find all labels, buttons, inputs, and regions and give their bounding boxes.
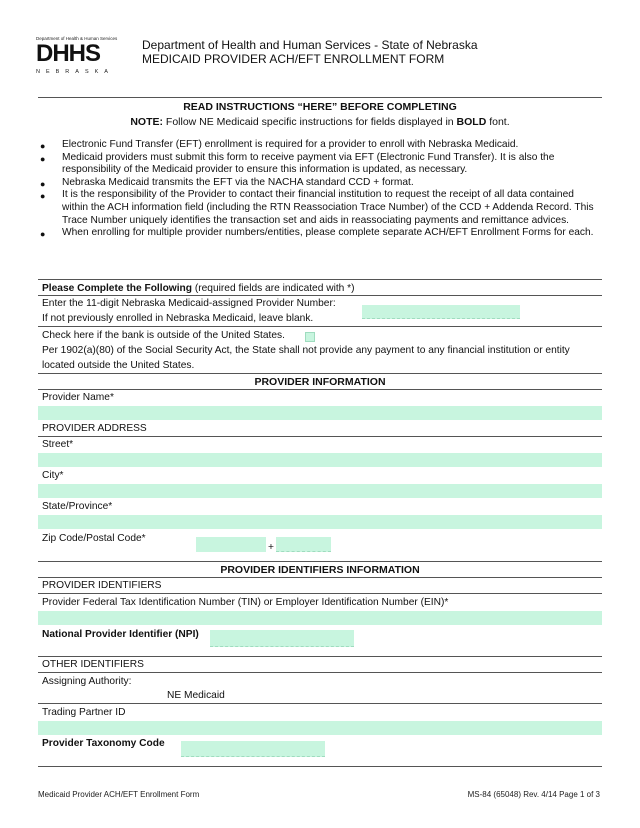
state-label: State/Province* (42, 501, 113, 512)
footer-form-name: Medicaid Provider ACH/EFT Enrollment Form (38, 790, 200, 799)
form-header (142, 38, 478, 66)
provider-address-heading: PROVIDER ADDRESS (42, 423, 147, 434)
other-identifiers-heading: OTHER IDENTIFIERS (42, 659, 144, 670)
tin-label: Provider Federal Tax Identification Number (TIN) or Employer Identification Number (EIN)* (42, 597, 449, 608)
complete-label-rest: (required fields are indicated with *) (192, 283, 355, 294)
list-item: ● Electronic Fund Transfer (EFT) enrollment is required for a provider to enroll with Nebraska Medicaid. (40, 139, 596, 152)
assigning-authority-label: Assigning Authority: (42, 676, 132, 687)
list-item: ● Medicaid providers must submit this form to receive payment via EFT (Electronic Fund Transfer). It is also the responsibility of the Medicaid provider to ensure this information is updated, as necessary. (40, 152, 596, 177)
city-label: City* (42, 470, 64, 481)
zip-label: Zip Code/Postal Code* (42, 533, 146, 544)
logo-state-text: NEBRASKA (36, 69, 114, 75)
tin-input[interactable] (38, 611, 602, 625)
provider-identifiers-heading: PROVIDER IDENTIFIERS (42, 580, 162, 591)
divider (38, 577, 602, 578)
divider (38, 593, 602, 594)
npi-label: National Provider Identifier (NPI) (42, 629, 199, 640)
divider (38, 295, 602, 296)
zip-plus: + (268, 542, 274, 553)
divider (38, 373, 602, 374)
assigning-authority-value: NE Medicaid (167, 690, 225, 701)
note-end: font. (486, 116, 510, 128)
form-title: MEDICAID PROVIDER ACH/EFT ENROLLMENT FORM (142, 52, 445, 66)
instructions-note (38, 116, 602, 128)
provider-information-heading: PROVIDER INFORMATION (254, 376, 386, 388)
bank-outside-label: Check here if the bank is outside of the United States. (42, 330, 285, 341)
trading-partner-input[interactable] (38, 721, 602, 735)
provider-identifiers-info-heading: PROVIDER IDENTIFIERS INFORMATION (220, 564, 420, 576)
street-input[interactable] (38, 453, 602, 467)
footer-form-number: MS-84 (65048) Rev. 4/14 Page 1 of 3 (467, 790, 600, 799)
list-item: ● When enrolling for multiple provider numbers/entities, please complete separate ACH/EFT Enrollment Forms for each. (40, 227, 596, 240)
provider-number-hint: If not previously enrolled in Nebraska Medicaid, leave blank. (42, 313, 314, 324)
divider (38, 436, 602, 437)
divider (38, 672, 602, 673)
ssa-text-line2: located outside the United States. (42, 360, 195, 371)
divider (38, 279, 602, 280)
trading-partner-label: Trading Partner ID (42, 707, 126, 718)
instruction-list (40, 139, 596, 240)
bank-outside-checkbox[interactable] (305, 332, 315, 342)
note-bold: BOLD (456, 116, 487, 128)
taxonomy-input[interactable] (181, 741, 325, 757)
city-input[interactable] (38, 484, 602, 498)
provider-name-input[interactable] (38, 406, 602, 420)
divider (38, 389, 602, 390)
complete-following-label (42, 283, 355, 294)
logo-department-text: Department of Health & Human Services (36, 36, 118, 41)
zip-input[interactable] (196, 537, 266, 552)
note-label: NOTE: (130, 116, 163, 128)
street-label: Street* (42, 439, 74, 450)
instructions-heading: READ INSTRUCTIONS “HERE” BEFORE COMPLETING (183, 101, 457, 113)
zip-extension-input[interactable] (276, 537, 331, 552)
npi-input[interactable] (210, 630, 354, 647)
logo-main-text: DHHS (36, 40, 101, 67)
provider-name-label: Provider Name* (42, 392, 114, 403)
department-line: Department of Health and Human Services - State of Nebraska (142, 38, 478, 52)
provider-number-input[interactable] (362, 305, 520, 319)
taxonomy-label: Provider Taxonomy Code (42, 738, 165, 749)
provider-number-label: Enter the 11-digit Nebraska Medicaid-assigned Provider Number: (42, 298, 336, 309)
complete-label-bold: Please Complete the Following (42, 283, 193, 294)
divider (38, 766, 602, 767)
divider (38, 561, 602, 562)
divider (38, 97, 602, 98)
list-item: ● It is the responsibility of the Provider to contact their financial institution to request the receipt of all data contained within the ACH information field (including the RTN Reassociation Trace Number) of the CCD + Addenda Record. This Trace Number uniquely identifies the transaction set and aids in reassociating payments and remittance advices. (40, 189, 596, 227)
note-text: Follow NE Medicaid specific instructions for fields displayed in (163, 116, 457, 128)
divider (38, 326, 602, 327)
divider (38, 703, 602, 704)
ssa-text-line1: Per 1902(a)(80) of the Social Security Act, the State shall not provide any payment to any financial institution or entity (42, 345, 570, 356)
state-input[interactable] (38, 515, 602, 529)
dhhs-logo (36, 36, 120, 82)
divider (38, 656, 602, 657)
list-item: ● Nebraska Medicaid transmits the EFT via the NACHA standard CCD + format. (40, 177, 596, 190)
